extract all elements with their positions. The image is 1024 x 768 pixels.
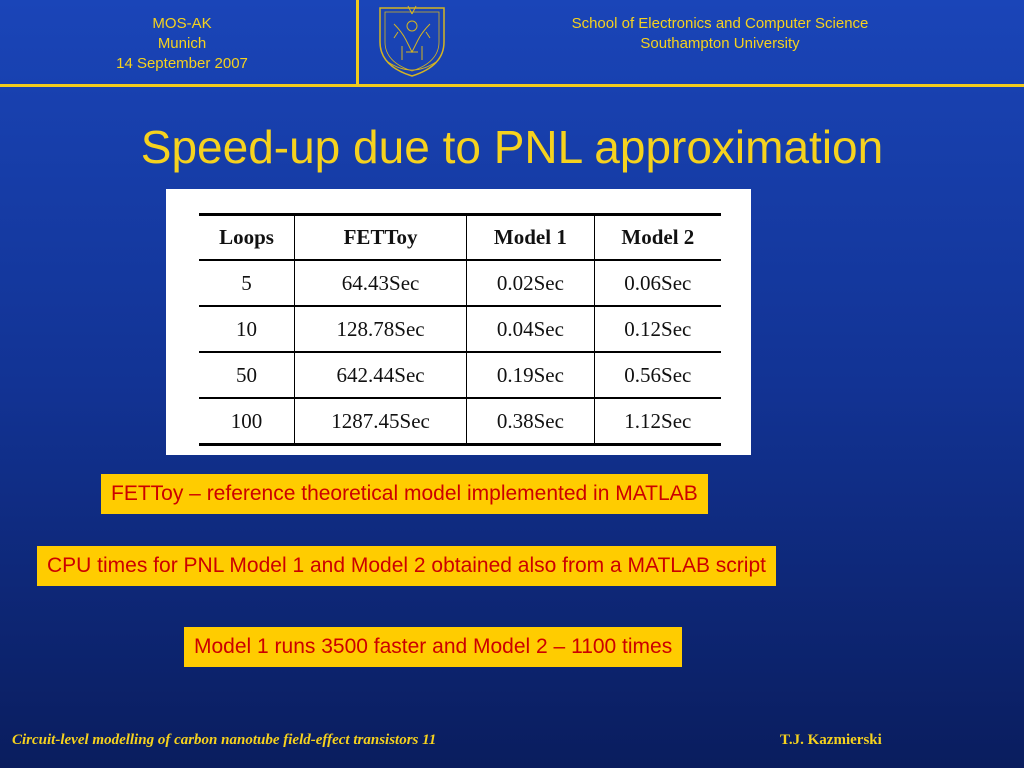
table-header-row [199,215,721,261]
conference-name: MOS-AK [152,15,212,32]
cell-model2: 1.12Sec [594,398,721,445]
cell-fettoy: 642.44Sec [295,352,467,398]
note-fettoy: FETToy – reference theoretical model implemented in MATLAB [101,474,708,514]
cell-model1: 0.04Sec [467,306,595,352]
header-divider-vertical [356,0,359,86]
conference-city: Munich [157,35,207,52]
footer-talk-title: Circuit-level modelling of carbon nanotube field-effect transistors 11 [12,732,437,748]
results-table [199,213,721,446]
column-header-loops: Loops [199,215,295,261]
cell-model1: 0.38Sec [467,398,595,445]
cell-loops: 10 [199,306,295,352]
note-speedup: Model 1 runs 3500 faster and Model 2 – 1100 times [184,627,682,667]
cell-fettoy: 1287.45Sec [295,398,467,445]
school-name: School of Electronics and Computer Science [571,15,869,32]
cell-loops: 5 [199,260,295,306]
cell-fettoy: 64.43Sec [295,260,467,306]
cell-model2: 0.56Sec [594,352,721,398]
cell-model1: 0.02Sec [467,260,595,306]
conference-date: 14 September 2007 [116,55,248,72]
institution-info [520,14,920,54]
university-name: Southampton University [640,35,800,52]
column-header-model1: Model 1 [467,215,595,261]
cell-loops: 100 [199,398,295,445]
conference-info [82,14,282,74]
column-header-fettoy: FETToy [295,215,467,261]
cell-model1: 0.19Sec [467,352,595,398]
table-row [199,398,721,445]
cell-fettoy: 128.78Sec [295,306,467,352]
slide-title: Speed-up due to PNL approximation [140,121,884,173]
note-cpu-times: CPU times for PNL Model 1 and Model 2 obtained also from a MATLAB script [37,546,776,586]
footer-author: T.J. Kazmierski [780,732,882,748]
header-divider-horizontal [0,84,1024,87]
cell-loops: 50 [199,352,295,398]
cell-model2: 0.06Sec [594,260,721,306]
column-header-model2: Model 2 [594,215,721,261]
table-row [199,352,721,398]
table-row [199,306,721,352]
university-crest-icon [372,2,452,80]
table-row [199,260,721,306]
results-table-panel [166,189,751,455]
cell-model2: 0.12Sec [594,306,721,352]
